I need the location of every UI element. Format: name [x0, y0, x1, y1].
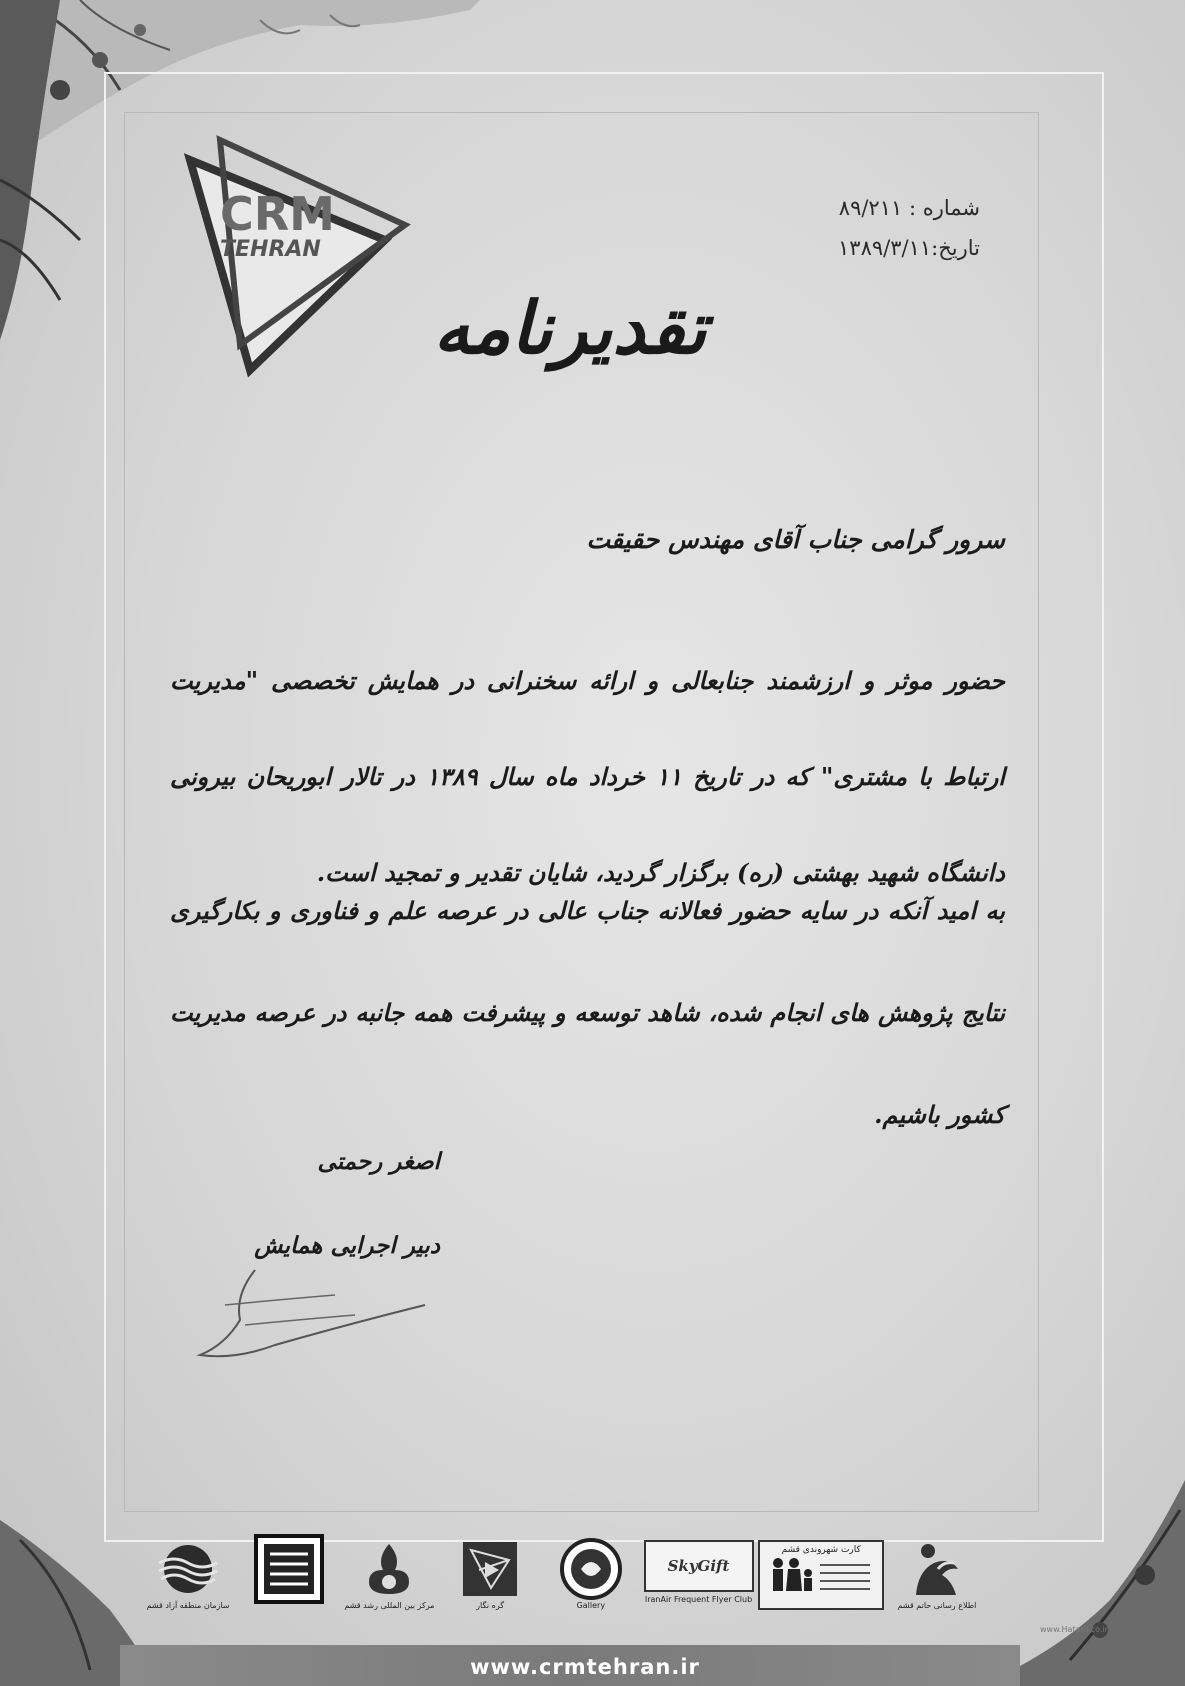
number-label: شماره :: [908, 196, 980, 220]
signer-title: دبیر اجرایی همایش: [254, 1232, 440, 1259]
paragraph-appreciation: حضور موثر و ارزشمند جنابعالی و ارائه سخنرانی در همایش تخصصی "مدیریت ارتباط با مشتری" که در تاریخ ۱۱ خرداد ماه سال ۱۳۸۹ در تالار ابوریحان بیرونی دانشگاه شهید بهشتی (ره) برگزار گردید، شایان تقدیر و تمجید است.: [170, 666, 1005, 887]
sponsor-qeshm-info: [889, 1540, 985, 1610]
reference-block: [838, 188, 980, 268]
sponsor-skygift: [644, 1540, 754, 1604]
logo-text-crm: CRM: [220, 187, 335, 241]
reference-number-row: [838, 188, 980, 228]
sponsor-caption: اطلاع رسانی حاتم قشم: [897, 1601, 977, 1610]
crm-tehran-logo: [180, 130, 425, 380]
sponsor-caption: گره نگار: [476, 1601, 505, 1610]
sponsor-kereh-negar: [442, 1540, 538, 1610]
sponsor-incubator-center: [341, 1540, 437, 1610]
sponsor-citizen-card: [758, 1540, 884, 1622]
shahid-beheshti-university-logo-icon: [254, 1534, 324, 1604]
small-footer-url: www.Hatam.co.ir: [1040, 1625, 1108, 1634]
sponsor-modern-gallery: [543, 1540, 639, 1610]
sponsor-qeshm-free-zone: [140, 1540, 236, 1610]
date-value: ۱۳۸۹/۳/۱۱: [838, 236, 932, 260]
certificate-title: تقدیرنامه: [433, 285, 707, 370]
handwritten-signature: [195, 1265, 435, 1375]
number-value: ۸۹/۲۱۱: [838, 196, 903, 220]
sponsor-caption: Gallery: [576, 1601, 606, 1610]
family-icon: [766, 1555, 876, 1599]
website-url: www.crmtehran.ir: [470, 1655, 700, 1679]
kereh-negar-logo-icon: [461, 1540, 519, 1598]
sponsor-shahid-beheshti-university: [241, 1540, 337, 1601]
skygift-wordmark: SkyGift: [667, 1557, 730, 1575]
salutation: سرور گرامی جناب آقای مهندس حقیقت: [586, 525, 1005, 554]
qeshm-free-zone-logo-icon: [149, 1543, 227, 1595]
paragraph-wish: به امید آنکه در سایه حضور فعالانه جناب عالی در عرصه علم و فناوری و بکارگیری نتایج پژوهش های انجام شده، شاهد توسعه و پیشرفت همه جانبه در عرصه مدیریت کشور باشیم.: [170, 896, 1006, 1129]
logo-text-tehran: TEHRAN: [220, 237, 321, 262]
incubator-center-logo-icon: [359, 1540, 419, 1598]
sponsor-caption: IranAir Frequent Flyer Club: [644, 1595, 753, 1604]
modern-gallery-logo-icon: [559, 1537, 623, 1601]
sponsor-caption: مرکز بین المللی رشد قشم: [344, 1601, 435, 1610]
signer-name: اصغر رحمتی: [317, 1148, 440, 1175]
citizen-card-header: کارت شهروندی قشم: [781, 1545, 861, 1555]
date-label: تاریخ:: [931, 236, 980, 260]
left-edge-foliage-decoration: [0, 0, 110, 340]
sponsor-logos-row: [140, 1540, 985, 1630]
qeshm-info-logo-icon: [908, 1541, 966, 1597]
reference-date-row: [838, 228, 980, 268]
sponsor-caption: سازمان منطقه آزاد قشم: [146, 1601, 230, 1610]
